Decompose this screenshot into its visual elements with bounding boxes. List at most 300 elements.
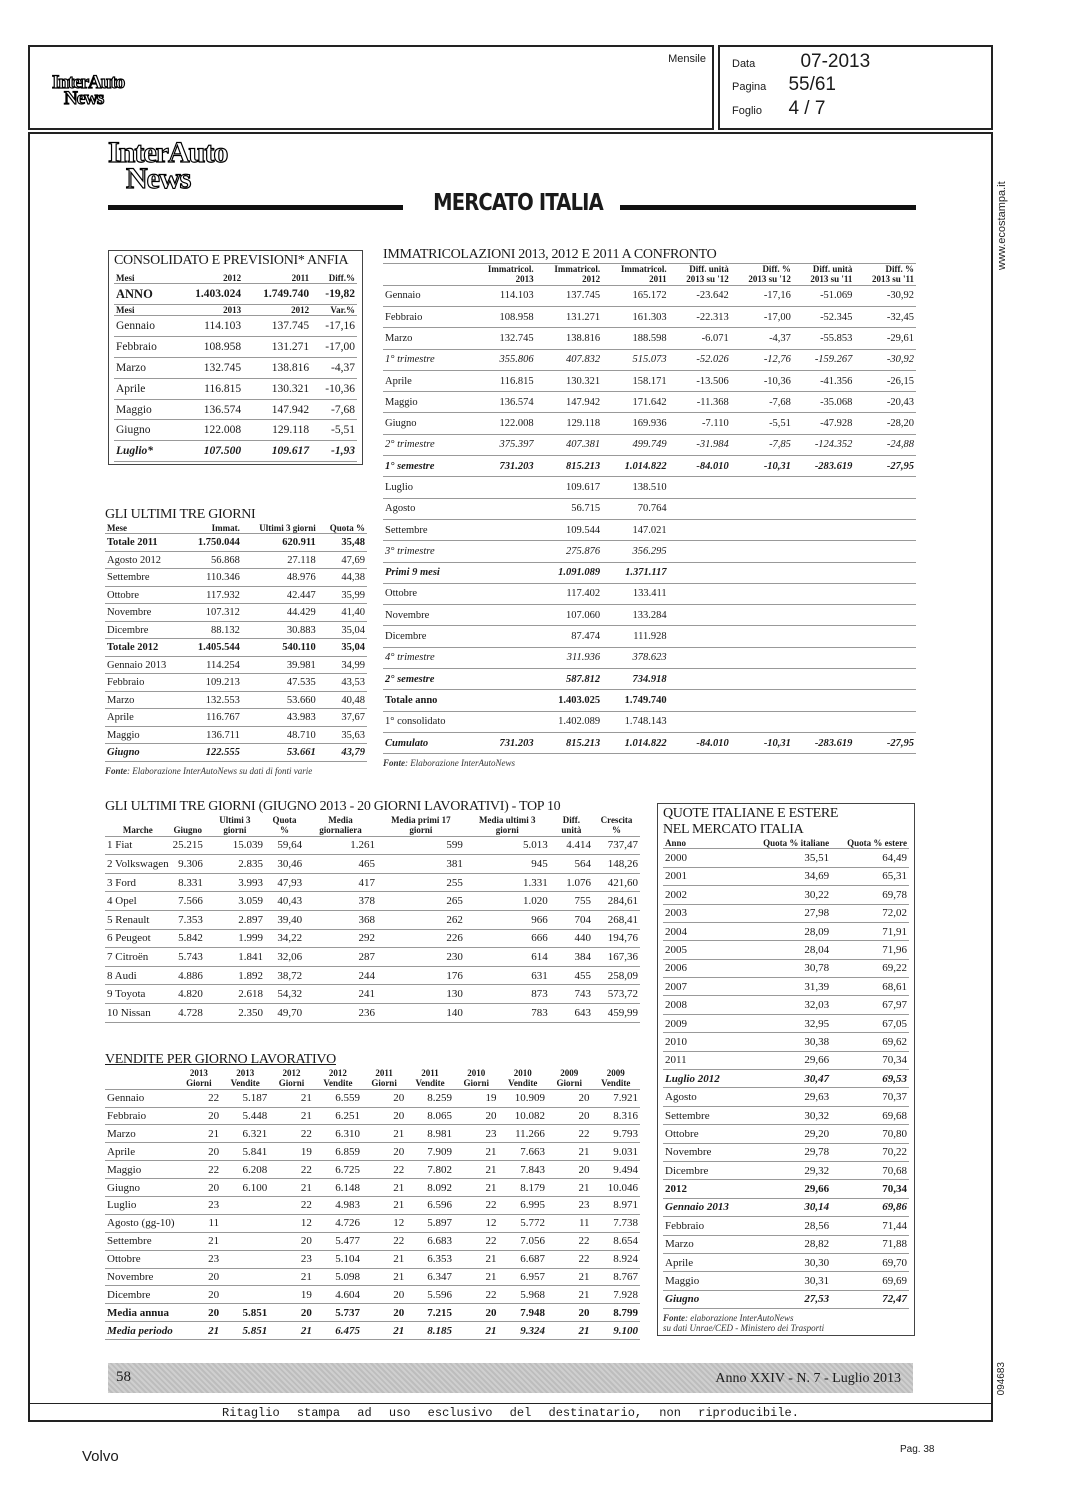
cell: -84.010 [669, 456, 731, 477]
cell: 138.510 [602, 477, 668, 498]
cell [469, 690, 535, 711]
cell: -6.071 [669, 328, 731, 349]
clipping-code: 094683 [996, 1362, 1007, 1396]
cell: -84.010 [669, 732, 731, 753]
cell: 4 Opel [105, 892, 171, 911]
cell: 1.402.089 [536, 711, 602, 732]
cell: 21 [269, 1268, 314, 1286]
vendite-table [105, 1052, 640, 1340]
col-header: Mesi [114, 273, 175, 284]
cell: 10 Nissan [105, 1004, 171, 1023]
cell: 21 [177, 1232, 222, 1250]
cell: 9.324 [499, 1322, 547, 1340]
col-header: 2010 Giorni [454, 1068, 499, 1089]
cell: Luglio [383, 477, 469, 498]
table-row [383, 605, 916, 626]
table-row [105, 892, 640, 911]
cell: 31,39 [746, 978, 831, 996]
cell: 8.924 [592, 1250, 640, 1268]
cell: 35,04 [318, 621, 367, 639]
meta-data-row [732, 51, 870, 73]
table-row [105, 534, 367, 552]
cell: 35,63 [318, 726, 367, 744]
col-header: 2013 Giorni [177, 1068, 222, 1089]
cell: 21 [454, 1322, 499, 1340]
source-label: Fonte [383, 758, 406, 769]
cell [854, 605, 916, 626]
cell: 8.971 [592, 1197, 640, 1215]
col-header: 2011 Giorni [362, 1068, 406, 1089]
cell: 6.957 [499, 1268, 547, 1286]
table-row [105, 604, 367, 622]
cell [793, 669, 855, 690]
table-row [383, 647, 916, 668]
cell: Novembre [383, 605, 469, 626]
cell: 2.835 [205, 855, 265, 874]
cell [793, 562, 855, 583]
cell: 21 [269, 1322, 314, 1340]
cell: 1.999 [205, 929, 265, 948]
col-header: Diff. % 2013 su '11 [854, 264, 916, 285]
col-header: 2009 Giorni [547, 1068, 592, 1089]
cell: 29,66 [746, 1051, 831, 1069]
col-header: Quota % estere [831, 838, 909, 849]
cell: 9 Toyota [105, 985, 171, 1004]
col-header: Ultimi 3 giorni [205, 815, 265, 836]
cell: 15.039 [205, 836, 265, 855]
cell: 421,60 [593, 873, 640, 892]
cell: 587.812 [536, 669, 602, 690]
client-name: Volvo [82, 1448, 119, 1465]
table-row [105, 639, 367, 657]
col-header: 2012 [175, 273, 243, 284]
cell: 5.772 [499, 1214, 547, 1232]
cell: 47,93 [265, 873, 304, 892]
cell: 38,72 [265, 966, 304, 985]
table-header-row [114, 305, 357, 316]
cell: 4° trimestre [383, 647, 469, 668]
cell: 67,05 [831, 1014, 909, 1032]
table-row [114, 399, 357, 420]
cell [793, 647, 855, 668]
cell: 7.056 [499, 1232, 547, 1250]
cell: 188.598 [602, 328, 668, 349]
cell: Dicembre [383, 626, 469, 647]
cell: 1.841 [205, 948, 265, 967]
cell: 1.749.740 [602, 690, 668, 711]
cell: 499.749 [602, 434, 668, 455]
cell: 2 Volkswagen [105, 855, 171, 874]
cell: 59,64 [265, 836, 304, 855]
cell: 268,41 [593, 911, 640, 930]
cell: 133.284 [602, 605, 668, 626]
cell: 27,53 [746, 1290, 831, 1308]
cell: 2005 [663, 941, 746, 959]
table-row [105, 911, 640, 930]
cell: -51.069 [793, 285, 855, 306]
pdf-page-number: Pag. 38 [900, 1444, 935, 1455]
cell: Novembre [663, 1143, 746, 1161]
cell: 34,69 [746, 867, 831, 885]
table-row [383, 711, 916, 732]
meta-value: 4 / 7 [788, 98, 826, 119]
cell: 1.076 [550, 873, 593, 892]
col-header [383, 264, 469, 285]
cell: 2000 [663, 849, 746, 867]
cell: 21 [547, 1179, 592, 1197]
cell: 169.936 [602, 413, 668, 434]
cell: -7,85 [731, 434, 793, 455]
cell: 27,98 [746, 904, 831, 922]
table-row [105, 1089, 640, 1107]
cell: 7 Citroën [105, 948, 171, 967]
cell: 30,47 [746, 1070, 831, 1088]
col-header [105, 1068, 177, 1089]
cell: 20 [362, 1286, 406, 1304]
cell: 20 [177, 1107, 222, 1125]
cell: -5,51 [731, 413, 793, 434]
cell: -31.984 [669, 434, 731, 455]
col-header: Mesi [114, 305, 175, 316]
col-header: Crescita % [593, 815, 640, 836]
col-header: Media primi 17 giorni [377, 815, 465, 836]
cell: 116.815 [175, 378, 243, 399]
cell: 65,31 [831, 867, 909, 885]
cell: 2007 [663, 978, 746, 996]
cell: 459,99 [593, 1004, 640, 1023]
cell: 2° trimestre [383, 434, 469, 455]
table-row [105, 656, 367, 674]
cell: -27,95 [854, 456, 916, 477]
cell: Aprile [383, 370, 469, 391]
cell: Novembre [105, 1268, 177, 1286]
cell: -23.642 [669, 285, 731, 306]
cell [469, 605, 535, 626]
cell: 265 [377, 892, 465, 911]
cell: 287 [304, 948, 377, 967]
cell: 117.932 [184, 586, 242, 604]
cell: 292 [304, 929, 377, 948]
table-row [105, 1232, 640, 1250]
meta-key: Foglio [732, 105, 762, 117]
table-row [105, 1004, 640, 1023]
cell: 6.687 [499, 1250, 547, 1268]
cell [669, 519, 731, 540]
cell: 137.745 [243, 316, 311, 337]
cell: 7.948 [499, 1304, 547, 1322]
cell: 23 [269, 1250, 314, 1268]
cell: Dicembre [105, 1286, 177, 1304]
table-title-line1: QUOTE ITALIANE E ESTERE [663, 806, 839, 821]
cell: 378 [304, 892, 377, 911]
cell: 4.604 [314, 1286, 362, 1304]
cell: 43,53 [318, 674, 367, 692]
table-title: CONSOLIDATO E PREVISIONI* ANFIA [114, 253, 349, 268]
cell: 88.132 [184, 621, 242, 639]
cell [793, 498, 855, 519]
cell: Marzo [105, 691, 184, 709]
cell: Maggio [105, 726, 184, 744]
cell: 4.726 [314, 1214, 362, 1232]
cell: 129.118 [536, 413, 602, 434]
cell: 20 [177, 1179, 222, 1197]
col-header: Immatricol. 2011 [602, 264, 668, 285]
cell: Marzo [105, 1125, 177, 1143]
table-row [383, 328, 916, 349]
cell: 167,36 [593, 948, 640, 967]
table-row [383, 306, 916, 327]
cell: Maggio [105, 1161, 177, 1179]
cell: 6.596 [406, 1197, 454, 1215]
cell: 21 [547, 1268, 592, 1286]
col-header: Diff. unità 2013 su '11 [793, 264, 855, 285]
cell: 131.271 [536, 306, 602, 327]
table-row [383, 562, 916, 583]
cell: 21 [362, 1179, 406, 1197]
cell: 21 [177, 1322, 222, 1340]
cell: 148,26 [593, 855, 640, 874]
cell: 515.073 [602, 349, 668, 370]
cell: 6.347 [406, 1268, 454, 1286]
cell: 28,04 [746, 941, 831, 959]
table-header-row [663, 838, 909, 849]
cell: 540.110 [242, 639, 318, 657]
table-row [383, 498, 916, 519]
cell: 20 [177, 1304, 222, 1322]
table-header-row [105, 815, 640, 836]
cell: 30,14 [746, 1198, 831, 1216]
cell: 130.321 [243, 378, 311, 399]
cell: Giugno [114, 420, 175, 441]
consolidato-rows [114, 316, 357, 441]
table-row [383, 456, 916, 477]
cell: 69,86 [831, 1198, 909, 1216]
source-note [383, 758, 916, 768]
cell: 5.477 [314, 1232, 362, 1250]
cell [731, 669, 793, 690]
meta-value: 07-2013 [800, 51, 871, 72]
cell: 1.403.025 [536, 690, 602, 711]
table-row [105, 691, 367, 709]
table-row [105, 726, 367, 744]
table-row [383, 434, 916, 455]
cell: 158.171 [602, 370, 668, 391]
cell: 1.750.044 [184, 534, 242, 552]
cell: 1.748.143 [602, 711, 668, 732]
table-row [105, 1197, 640, 1215]
cell: 22 [454, 1197, 499, 1215]
cell: 56.715 [536, 498, 602, 519]
table-row [105, 674, 367, 692]
cell: 7.663 [499, 1143, 547, 1161]
table-row [105, 1304, 640, 1322]
cell: Totale 2012 [105, 639, 184, 657]
cell: -10,36 [311, 378, 357, 399]
cell: 20 [177, 1143, 222, 1161]
table-row [663, 1051, 909, 1069]
cell: 6.148 [314, 1179, 362, 1197]
cell: Media periodo [105, 1322, 177, 1340]
meta-foglio-row [732, 98, 825, 120]
cell: 381 [377, 855, 465, 874]
cell [793, 519, 855, 540]
table-header-row [114, 273, 357, 284]
table-row [383, 413, 916, 434]
cell: 130 [377, 985, 465, 1004]
table-row [105, 1322, 640, 1340]
cell: Febbraio [663, 1217, 746, 1235]
col-header: Diff.% [311, 273, 357, 284]
cell: 5.098 [314, 1268, 362, 1286]
table-row [663, 904, 909, 922]
cell: 49,70 [265, 1004, 304, 1023]
cell: Luglio* [114, 441, 175, 462]
cell: 111.928 [602, 626, 668, 647]
table-row [663, 1290, 909, 1308]
cell: -5,51 [311, 420, 357, 441]
table-row [663, 1253, 909, 1271]
magazine-footer-band [108, 1363, 913, 1393]
top10-rows [105, 836, 640, 1022]
title-rule-left [108, 205, 403, 210]
table-row [105, 1286, 640, 1304]
cell: 70,22 [831, 1143, 909, 1161]
cell [854, 583, 916, 604]
cell: 8.767 [592, 1268, 640, 1286]
cell [731, 519, 793, 540]
cell: 22 [547, 1232, 592, 1250]
cell: 109.213 [184, 674, 242, 692]
table-row [105, 1250, 640, 1268]
cell: Gennaio [114, 316, 175, 337]
cell [731, 690, 793, 711]
cell [793, 626, 855, 647]
cell: 8.092 [406, 1179, 454, 1197]
cell: Gennaio 2013 [105, 656, 184, 674]
cell [793, 690, 855, 711]
table-header-row [383, 264, 916, 285]
cell: 109.617 [243, 441, 311, 462]
cell: 1° consolidato [383, 711, 469, 732]
cell: 12 [362, 1214, 406, 1232]
cell: 10.909 [499, 1089, 547, 1107]
ultimi-tre-rows [105, 534, 367, 762]
cell: 107.312 [184, 604, 242, 622]
cell: 132.745 [175, 358, 243, 379]
cell [469, 669, 535, 690]
cell: 6.100 [221, 1179, 269, 1197]
cell: 20 [177, 1268, 222, 1286]
cell: -4,37 [731, 328, 793, 349]
cell: 22 [547, 1125, 592, 1143]
cell: 70.764 [602, 498, 668, 519]
cell: 147.021 [602, 519, 668, 540]
cell: 72,02 [831, 904, 909, 922]
cell: 71,91 [831, 922, 909, 940]
cell [854, 647, 916, 668]
col-header: Diff. % 2013 su '12 [731, 264, 793, 285]
cell: 7.921 [592, 1089, 640, 1107]
table-row [663, 922, 909, 940]
cell: 32,06 [265, 948, 304, 967]
cell [854, 519, 916, 540]
cell: 262 [377, 911, 465, 930]
table-row [105, 744, 367, 762]
cell: 140 [377, 1004, 465, 1023]
col-header: Diff. unità [550, 815, 593, 836]
cell: 44.429 [242, 604, 318, 622]
cell: 1.014.822 [602, 732, 668, 753]
cell: 255 [377, 873, 465, 892]
cell: Febbraio [383, 306, 469, 327]
col-header: Marche [105, 815, 171, 836]
cell: 8.331 [171, 873, 205, 892]
source-text: : elaborazione InterAutoNews [685, 1313, 794, 1324]
cell: -10,31 [731, 732, 793, 753]
cell: 378.623 [602, 647, 668, 668]
table-row [114, 378, 357, 399]
cell: 22 [362, 1232, 406, 1250]
cell: 873 [465, 985, 550, 1004]
cell: 30,46 [265, 855, 304, 874]
table-row [663, 886, 909, 904]
table-row [105, 929, 640, 948]
cell: 11 [547, 1214, 592, 1232]
cell: 9.306 [171, 855, 205, 874]
meta-value: 55/61 [788, 74, 836, 95]
cell [793, 541, 855, 562]
cell: 12 [454, 1214, 499, 1232]
cell: Aprile [105, 709, 184, 727]
cell: 40,43 [265, 892, 304, 911]
table-row [105, 1143, 640, 1161]
cell [731, 541, 793, 562]
table-row [105, 621, 367, 639]
cell: -28,20 [854, 413, 916, 434]
table-row [663, 867, 909, 885]
cell: 43.983 [242, 709, 318, 727]
immatricolazioni-table [383, 247, 916, 768]
cell: Ottobre [663, 1125, 746, 1143]
cell: 631 [465, 966, 550, 985]
cell: 69,62 [831, 1033, 909, 1051]
cell [731, 562, 793, 583]
vendite-rows [105, 1089, 640, 1339]
cell: 21 [362, 1322, 406, 1340]
table-row [114, 337, 357, 358]
col-header: Quota % [318, 523, 367, 534]
col-header: 2011 [243, 273, 311, 284]
cell: Giugno [383, 413, 469, 434]
cell: 10.046 [592, 1179, 640, 1197]
cell [221, 1197, 269, 1215]
cell: 56.868 [184, 551, 242, 569]
table-row [105, 966, 640, 985]
cell: 4.820 [171, 985, 205, 1004]
table-row [105, 1179, 640, 1197]
cell: Agosto 2012 [105, 551, 184, 569]
cell: 69,70 [831, 1253, 909, 1271]
cell: 37,67 [318, 709, 367, 727]
table-row [663, 1198, 909, 1216]
cell: 2.350 [205, 1004, 265, 1023]
col-header: Ultimi 3 giorni [242, 523, 318, 534]
cell: 147.942 [243, 399, 311, 420]
cell: 70,34 [831, 1051, 909, 1069]
cell: 230 [377, 948, 465, 967]
cell: 2.897 [205, 911, 265, 930]
cell: 35,51 [746, 849, 831, 867]
